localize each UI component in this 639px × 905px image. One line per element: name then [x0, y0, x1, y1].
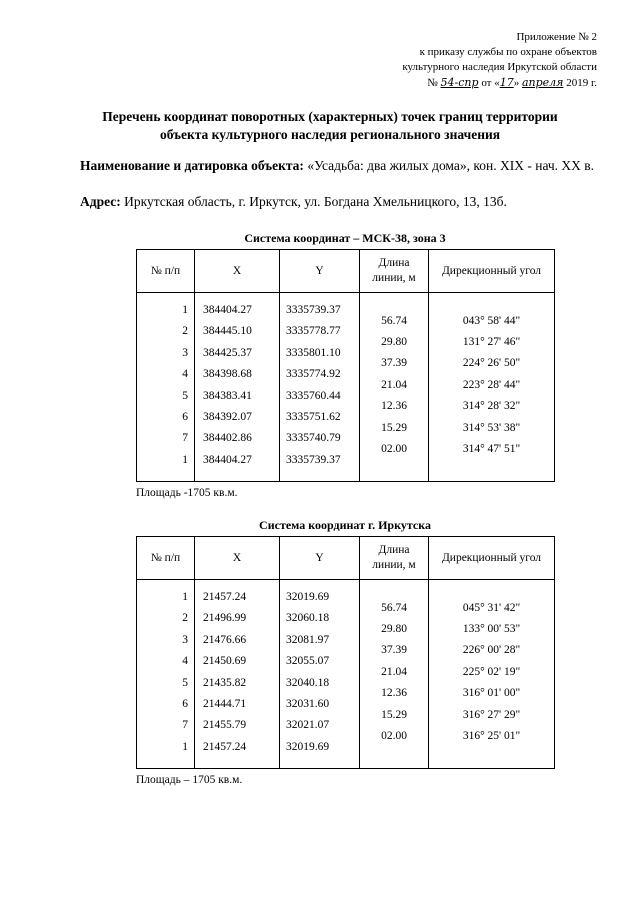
point-number: 3 [182, 633, 188, 646]
y-value: 32031.60 [286, 697, 330, 710]
y-value: 3335774.92 [286, 368, 341, 381]
direction-value: 045° 31' 42" [462, 601, 521, 614]
length-value: 21.04 [381, 378, 407, 391]
order-date-year: 2019 г. [566, 77, 597, 89]
length-value: 15.29 [381, 708, 407, 721]
header-direction: Дирекционный угол [429, 537, 555, 580]
order-date-month: апреля [521, 76, 564, 89]
direction-value: 131° 27' 46" [462, 336, 521, 349]
x-column [195, 580, 280, 769]
y-value: 3335801.10 [286, 346, 341, 359]
direction-value: 133° 00' 53" [462, 623, 521, 636]
point-number-column [137, 580, 195, 769]
header-num: № п/п [137, 537, 195, 580]
point-number: 1 [182, 304, 188, 316]
direction-value: 225° 02' 19" [462, 665, 521, 678]
length-column [360, 293, 429, 482]
y-value: 3335760.44 [286, 389, 341, 402]
x-value: 21455.79 [203, 719, 247, 732]
direction-value: 316° 01' 00" [462, 687, 521, 700]
header-length: Длина линии, м [360, 537, 429, 580]
y-column [280, 293, 360, 482]
header-y: Y [280, 537, 360, 580]
x-value: 384404.27 [203, 453, 252, 466]
point-number: 4 [182, 368, 188, 381]
header-direction: Дирекционный угол [429, 250, 555, 293]
appendix-header [402, 30, 597, 91]
x-value: 384402.86 [203, 432, 252, 445]
table-1-caption: Система координат – МСК-38, зона 3 [244, 231, 446, 245]
header-x: X [195, 250, 280, 293]
point-number: 7 [182, 432, 188, 445]
header-length: Длина линии, м [360, 250, 429, 293]
direction-value: 314° 53' 38" [462, 421, 521, 434]
x-value: 21476.66 [203, 633, 247, 646]
order-date-mid: » [513, 77, 520, 89]
length-value: 12.36 [381, 687, 407, 700]
order-date-day: 17 [499, 76, 514, 89]
x-value: 21435.82 [203, 676, 247, 689]
appendix-line-1: Приложение № 2 [516, 31, 597, 43]
direction-column [429, 580, 555, 769]
object-name [80, 157, 604, 175]
point-number: 1 [182, 591, 188, 603]
y-value: 32081.97 [286, 633, 330, 646]
direction-value: 316° 27' 29" [462, 708, 521, 721]
object-name-label: Наименование и датировка объекта: [80, 158, 304, 173]
point-number: 3 [182, 346, 188, 359]
area-text-msk38: Площадь -1705 кв.м. [136, 487, 238, 499]
order-number-prefix: № [427, 77, 438, 89]
area-text-irkutsk: Площадь – 1705 кв.м. [136, 774, 243, 786]
y-value: 32060.18 [286, 612, 330, 625]
direction-value: 314° 47' 51" [462, 443, 521, 456]
direction-value: 314° 28' 32" [462, 400, 521, 413]
x-value: 21457.24 [203, 591, 247, 603]
appendix-line-2: к приказу службы по охране объектов [419, 46, 597, 58]
y-value: 32019.69 [286, 591, 330, 603]
point-number: 2 [182, 612, 188, 625]
point-number: 4 [182, 655, 188, 668]
length-value: 21.04 [381, 665, 407, 678]
y-column [280, 580, 360, 769]
direction-value: 316° 25' 01" [462, 730, 521, 743]
length-value: 02.00 [381, 443, 407, 456]
length-value: 56.74 [381, 601, 407, 614]
appendix-order-line [402, 75, 597, 91]
x-value: 21457.24 [203, 740, 247, 753]
length-column [360, 580, 429, 769]
point-number: 1 [182, 453, 188, 466]
x-value: 384445.10 [203, 325, 252, 338]
y-value: 3335778.77 [286, 325, 341, 338]
y-value: 3335751.62 [286, 410, 341, 423]
table-2-caption: Система координат г. Иркутска [259, 518, 431, 532]
direction-value: 223° 28' 44" [462, 378, 521, 391]
address-value: Иркутская область, г. Иркутск, ул. Богдана Хмельницкого, 13, 13б. [124, 194, 507, 209]
length-value: 37.39 [381, 644, 407, 657]
point-number: 5 [182, 389, 188, 402]
length-value: 12.36 [381, 400, 407, 413]
point-number: 2 [182, 325, 188, 338]
object-name-value: «Усадьба: два жилых дома», кон. XIX - нач. XX в. [307, 158, 595, 173]
y-value: 3335740.79 [286, 432, 341, 445]
length-value: 15.29 [381, 421, 407, 434]
point-number-column [137, 293, 195, 482]
x-value: 21450.69 [203, 655, 247, 668]
x-value: 21444.71 [203, 697, 247, 710]
object-address [80, 193, 604, 211]
x-value: 21496.99 [203, 612, 247, 625]
direction-value: 043° 58' 44" [462, 314, 521, 327]
x-value: 384392.07 [203, 410, 252, 423]
length-value: 29.80 [381, 623, 407, 636]
header-y: Y [280, 250, 360, 293]
coordinates-table-msk38 [136, 249, 555, 482]
point-number: 7 [182, 719, 188, 732]
y-value: 32019.69 [286, 740, 330, 753]
length-value: 02.00 [381, 730, 407, 743]
y-value: 3335739.37 [286, 304, 341, 316]
length-value: 29.80 [381, 336, 407, 349]
header-num: № п/п [137, 250, 195, 293]
header-x: X [195, 537, 280, 580]
point-number: 1 [182, 740, 188, 753]
point-number: 6 [182, 410, 188, 423]
x-value: 384383.41 [203, 389, 252, 402]
x-column [195, 293, 280, 482]
direction-column [429, 293, 555, 482]
direction-value: 224° 26' 50" [462, 357, 521, 370]
address-label: Адрес: [80, 194, 121, 209]
document-title [60, 108, 600, 144]
x-value: 384404.27 [203, 304, 252, 316]
y-value: 32040.18 [286, 676, 330, 689]
y-value: 32055.07 [286, 655, 330, 668]
point-number: 5 [182, 676, 188, 689]
direction-value: 226° 00' 28" [462, 644, 521, 657]
order-date-from: от « [481, 77, 500, 89]
title-line-2: объекта культурного наследия регионального значения [159, 127, 501, 142]
y-value: 3335739.37 [286, 453, 341, 466]
length-value: 56.74 [381, 314, 407, 327]
x-value: 384425.37 [203, 346, 252, 359]
coordinates-table-irkutsk [136, 536, 555, 769]
appendix-line-3: культурного наследия Иркутской области [402, 61, 597, 73]
order-number: 54-спр [440, 76, 479, 89]
x-value: 384398.68 [203, 368, 252, 381]
length-value: 37.39 [381, 357, 407, 370]
point-number: 6 [182, 697, 188, 710]
y-value: 32021.07 [286, 719, 330, 732]
title-line-1: Перечень координат поворотных (характерных) точек границ территории [102, 109, 558, 124]
